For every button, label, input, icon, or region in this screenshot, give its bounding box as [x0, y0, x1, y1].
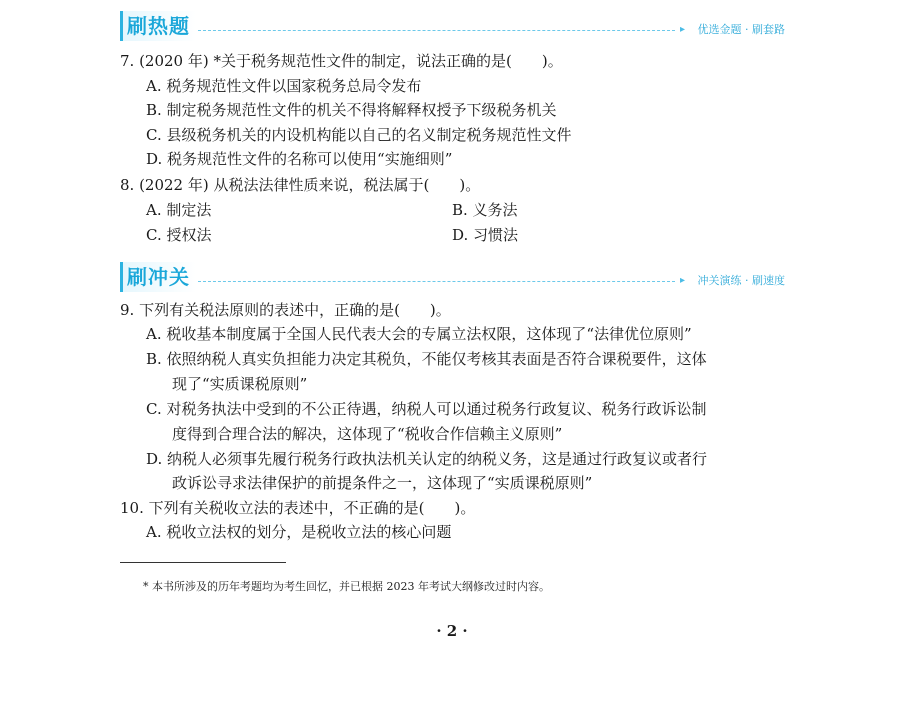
- dashed-divider: [198, 281, 675, 282]
- option-a: A. 税收基本制度属于全国人民代表大会的专属立法权限，这体现了“法律优位原则”: [146, 325, 692, 343]
- section-tag: 冲关演练 · 刷速度: [697, 274, 785, 287]
- option-d: D. 习惯法: [452, 226, 519, 244]
- section-title: 刷冲关: [120, 262, 196, 292]
- section-header-pass: [120, 262, 785, 292]
- option-d: D. 税务规范性文件的名称可以使用“实施细则”: [146, 150, 453, 168]
- option-a: A. 制定法: [146, 201, 212, 219]
- option-d-continued: 政诉讼寻求法律保护的前提条件之一，这体现了“实质课税原则”: [172, 474, 593, 492]
- option-c-continued: 度得到合理合法的解决，这体现了“税收合作信赖主义原则”: [172, 425, 563, 443]
- question-stem: 7. (2020 年) *关于税务规范性文件的制定，说法正确的是( )。: [120, 52, 563, 70]
- option-b: B. 依照纳税人真实负担能力决定其税负，不能仅考核其表面是否符合课税要件，这体: [146, 350, 707, 368]
- question-stem: 10. 下列有关税收立法的表述中，不正确的是( )。: [120, 499, 476, 517]
- option-b: B. 义务法: [452, 201, 518, 219]
- footnote: * 本书所涉及的历年考题均为考生回忆，并已根据 2023 年考试大纲修改过时内容。: [143, 580, 550, 593]
- option-b: B. 制定税务规范性文件的机关不得将解释权授予下级税务机关: [146, 101, 557, 119]
- section-tag: 优选金题 · 刷套路: [697, 23, 785, 36]
- question-stem: 8. (2022 年) 从税法法律性质来说，税法属于( )。: [120, 176, 481, 194]
- option-a: A. 税收立法权的划分，是税收立法的核心问题: [146, 523, 452, 541]
- option-b-continued: 现了“实质课税原则”: [172, 375, 308, 393]
- option-c: C. 对税务执法中受到的不公正待遇，纳税人可以通过税务行政复议、税务行政诉讼制: [146, 400, 707, 418]
- dashed-divider: [198, 30, 675, 31]
- section-title: 刷热题: [120, 11, 196, 41]
- option-c: C. 授权法: [146, 226, 212, 244]
- option-c: C. 县级税务机关的内设机构能以自己的名义制定税务规范性文件: [146, 126, 572, 144]
- option-a: A. 税务规范性文件以国家税务总局令发布: [146, 77, 422, 95]
- section-header-hot: [120, 11, 785, 41]
- footnote-rule: [120, 562, 286, 563]
- arrow-icon: ▸: [679, 24, 685, 35]
- arrow-icon: ▸: [679, 275, 685, 286]
- option-d: D. 纳税人必须事先履行税务行政执法机关认定的纳税义务，这是通过行政复议或者行: [146, 450, 708, 468]
- question-stem: 9. 下列有关税法原则的表述中，正确的是( )。: [120, 301, 451, 319]
- page-number: · 2 ·: [436, 622, 468, 640]
